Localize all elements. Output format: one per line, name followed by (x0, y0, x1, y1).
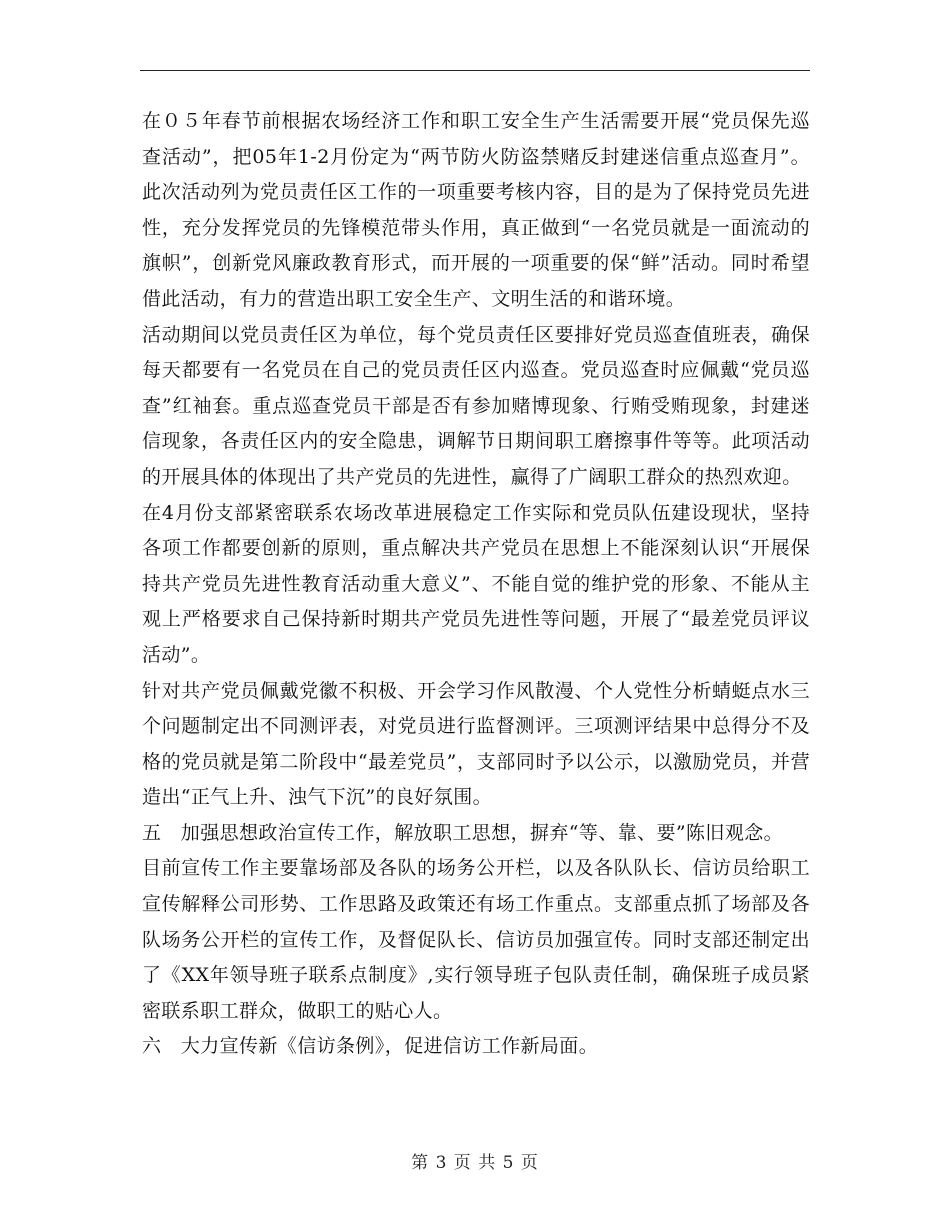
body-text (142, 104, 810, 1065)
paragraph-evaluation-criteria: 针对共产党员佩戴党徽不积极、开会学习作风散漫、个人党性分析蜻蜓点水三个问题制定出不同测评表，对党员进行监督测评。三项测评结果中总得分不及格的党员就是第二阶段中“最差党员”，支部同时予以公示，以激励党员，并营造出“正气上升、浊气下沉”的良好氛围。 (142, 679, 810, 809)
section-heading-six: 六 大力宣传新《信访条例》，促进信访工作新局面。 (142, 1035, 599, 1058)
section-heading-five: 五 加强思想政治宣传工作，解放职工思想，摒弃“等、靠、要”陈旧观念。 (142, 821, 784, 844)
paragraph-publicity-work: 目前宣传工作主要靠场部及各队的场务公开栏，以及各队队长、信访员给职工宣传解释公司形势、工作思路及政策还有场工作重点。支部重点抓了场部及各队场务公开栏的宣传工作，及督促队长、信访员加强宣传。同时支部还制定出了《XX年领导班子联系点制度》,实行领导班子包队责任制，确保班子成员紧密联系职工群众，做职工的贴心人。 (142, 857, 810, 1022)
paragraph-evaluation-activity: 在4月份支部紧密联系农场改革进展稳定工作实际和党员队伍建设现状，坚持各项工作都要创新的原则，重点解决共产党员在思想上不能深刻认识“开展保持共产党员先进性教育活动重大意义”、不能自觉的维护党的形象、不能从主观上严格要求自己保持新时期共产党员先进性等问题，开展了“最差党员评议活动”。 (142, 501, 810, 666)
page-footer: 第 3 页 共 5 页 (411, 1153, 539, 1173)
paragraph-patrol-activity: 在０５年春节前根据农场经济工作和职工安全生产生活需要开展“党员保先巡查活动”，把05年1-2月份定为“两节防火防盗禁赌反封建迷信重点巡查月”。此次活动列为党员责任区工作的一项重要考核内容，目的是为了保持党员先进性，充分发挥党员的先锋模范带头作用，真正做到“一名党员就是一面流动的旗帜”，创新党风廉政教育形式，而开展的一项重要的保“鲜”活动。同时希望借此活动，有力的营造出职工安全生产、文明生活的和谐环境。 (142, 110, 810, 310)
paragraph-patrol-duty: 活动期间以党员责任区为单位，每个党员责任区要排好党员巡查值班表，确保每天都要有一名党员在自己的党员责任区内巡查。党员巡查时应佩戴“党员巡查”红袖套。重点巡查党员干部是否有参加赌博现象、行贿受贿现象，封建迷信现象，各责任区内的安全隐患，调解节日期间职工磨擦事件等等。此项活动的开展具体的体现出了共产党员的先进性，赢得了广阔职工群众的热烈欢迎。 (142, 323, 810, 488)
header-rule (140, 70, 810, 71)
